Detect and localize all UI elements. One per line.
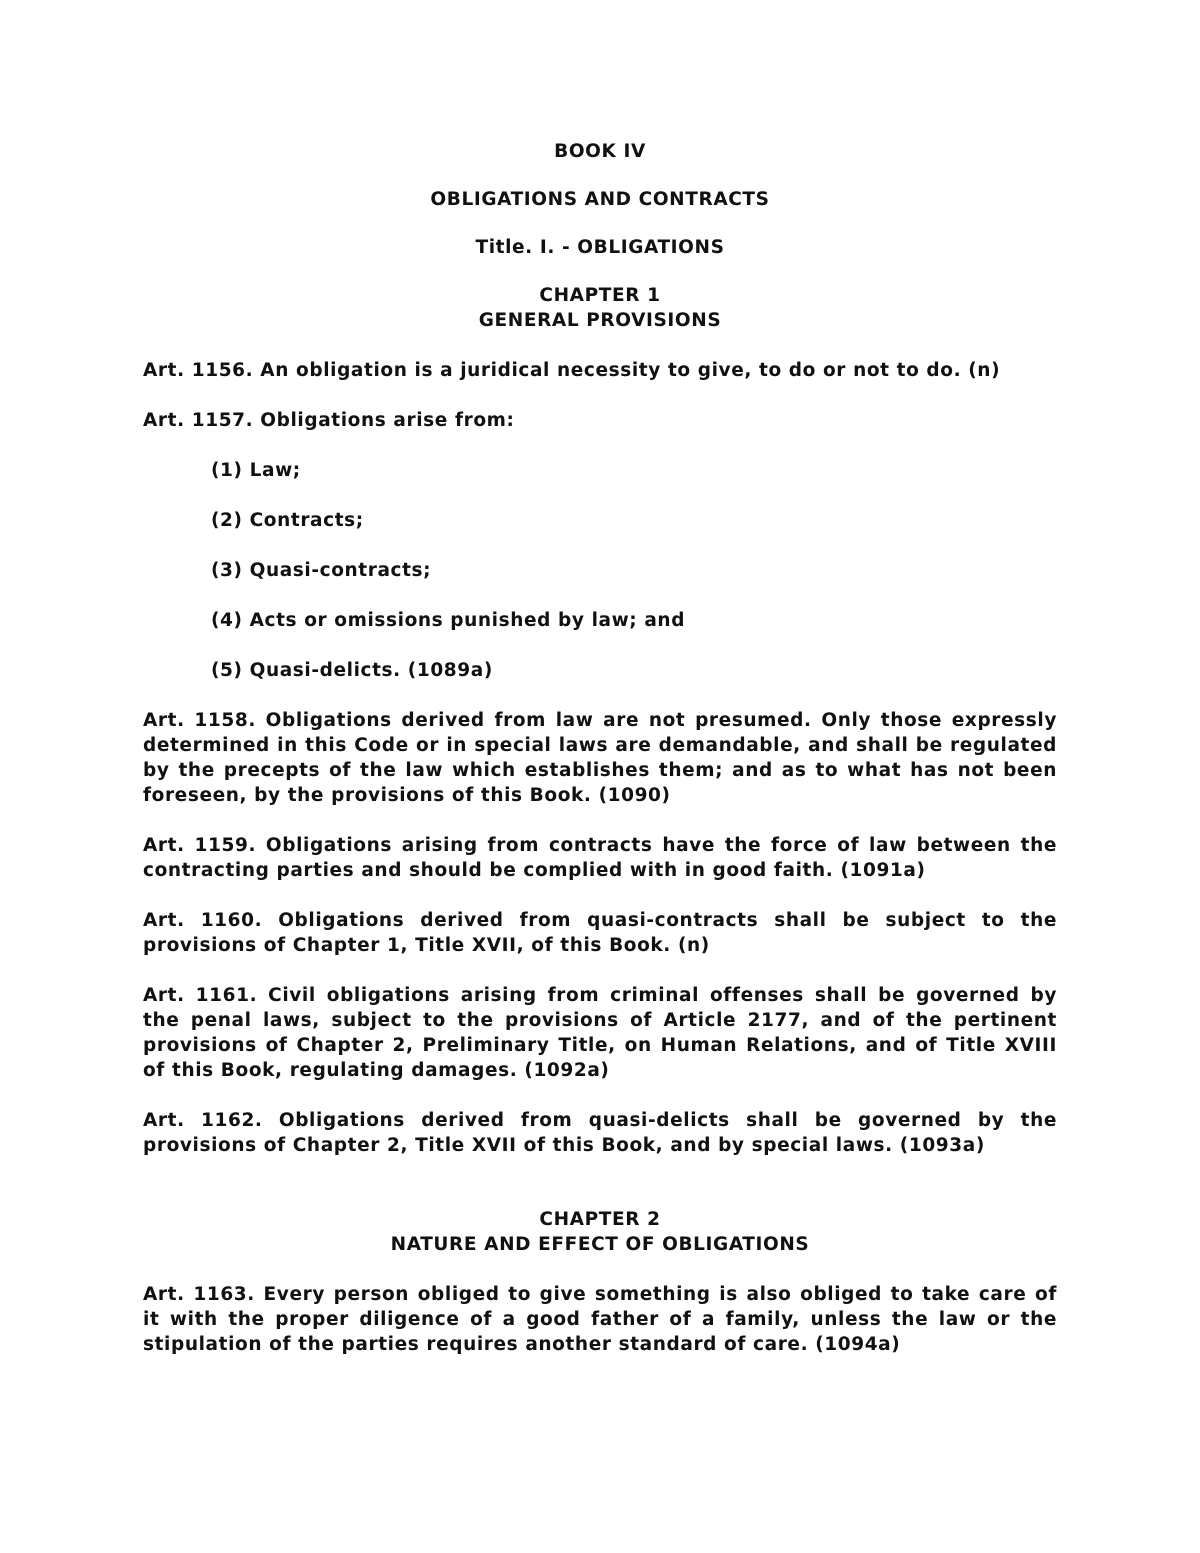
article-1158: Art. 1158. Obligations derived from law are not presumed. Only those expressly determined in this Code or in special laws are demandable, and shall be regulated by the precepts of the law which establishes them; and as to what has not been foreseen, by the provisions of this Book. (1090)	[143, 710, 1057, 806]
title-heading: Title. I. - OBLIGATIONS	[475, 237, 725, 258]
book-heading: BOOK IV	[554, 141, 646, 162]
article-1159: Art. 1159. Obligations arising from contracts have the force of law between the contracting parties and should be complied with in good faith. (1091a)	[143, 835, 1057, 881]
article-1156: Art. 1156. An obligation is a juridical necessity to give, to do or not to do. (n)	[143, 360, 1001, 381]
article-1157-intro: Art. 1157. Obligations arise from:	[143, 410, 515, 431]
article-1157-item: (2) Contracts;	[211, 510, 364, 531]
article-1157-item: (5) Quasi-delicts. (1089a)	[211, 660, 493, 681]
article-1157-item: (4) Acts or omissions punished by law; and	[211, 610, 686, 631]
article-1163: Art. 1163. Every person obliged to give something is also obliged to take care of it with the proper diligence of a good father of a family, unless the law or the stipulation of the parties requires another standard of care. (1094a)	[143, 1284, 1057, 1355]
chapter-2-name: NATURE AND EFFECT OF OBLIGATIONS	[390, 1234, 810, 1255]
article-1161: Art. 1161. Civil obligations arising from criminal offenses shall be governed by the penal laws, subject to the provisions of Article 2177, and of the pertinent provisions of Chapter 2, Preliminary Title, on Human Relations, and of Title XVIII of this Book, regulating damages. (1092a)	[143, 985, 1057, 1081]
article-1157-item: (1) Law;	[211, 460, 301, 481]
article-1162: Art. 1162. Obligations derived from quasi-delicts shall be governed by the provisions of Chapter 2, Title XVII of this Book, and by special laws. (1093a)	[143, 1110, 1057, 1156]
document-body	[143, 139, 1057, 1357]
chapter-1-name: GENERAL PROVISIONS	[478, 310, 722, 331]
article-1157-item: (3) Quasi-contracts;	[211, 560, 432, 581]
chapter-2-number: CHAPTER 2	[539, 1209, 661, 1230]
article-1160: Art. 1160. Obligations derived from quasi-contracts shall be subject to the provisions of Chapter 1, Title XVII, of this Book. (n)	[143, 910, 1057, 956]
book-title: OBLIGATIONS AND CONTRACTS	[430, 189, 770, 210]
chapter-1-number: CHAPTER 1	[539, 285, 661, 306]
